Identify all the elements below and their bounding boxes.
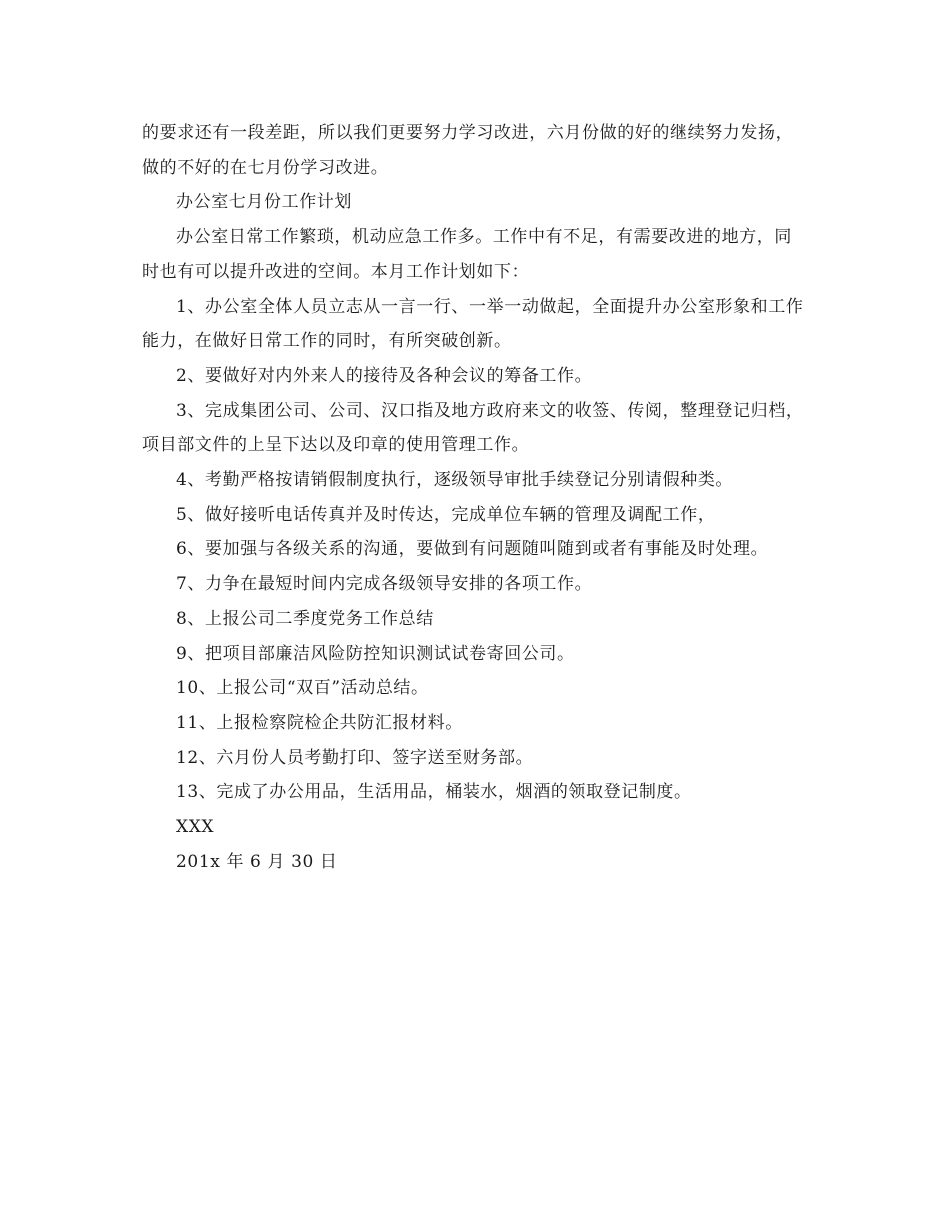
paragraph-continuation: 的要求还有一段差距，所以我们更要努力学习改进，六月份做的好的继续努力发扬，做的不好的在七月份学习改进。 <box>142 123 794 178</box>
section-heading: 办公室七月份工作计划 <box>176 192 352 213</box>
plan-item-9: 9、把项目部廉洁风险防控知识测试试卷寄回公司。 <box>176 643 575 664</box>
plan-item-13: 13、完成了办公用品，生活用品，桶装水，烟酒的领取登记制度。 <box>176 782 692 803</box>
plan-item-12: 12、六月份人员考勤打印、签字送至财务部。 <box>176 747 534 768</box>
plan-item-11: 11、上报检察院检企共防汇报材料。 <box>176 712 463 733</box>
document-body <box>142 116 807 879</box>
signature-name: XXX <box>176 817 215 838</box>
plan-item-1: 1、办公室全体人员立志从一言一行、一举一动做起，全面提升办公室形象和工作能力，在做好日常工作的同时，有所突破创新。 <box>142 296 804 352</box>
plan-item-8: 8、上报公司二季度党务工作总结 <box>176 608 434 629</box>
plan-item-10: 10、上报公司“双百”活动总结。 <box>176 678 429 699</box>
intro-paragraph: 办公室日常工作繁琐，机动应急工作多。工作中有不足，有需要改进的地方，同时也有可以提升改进的空间。本月工作计划如下： <box>142 227 792 282</box>
plan-item-3: 3、完成集团公司、公司、汉口指及地方政府来文的收签、传阅，整理登记归档，项目部文件的上呈下达以及印章的使用管理工作。 <box>142 400 804 456</box>
plan-item-7: 7、力争在最短时间内完成各级领导安排的各项工作。 <box>176 574 593 595</box>
plan-item-5: 5、做好接听电话传真并及时传达，完成单位车辆的管理及调配工作， <box>176 504 716 525</box>
plan-item-6: 6、要加强与各级关系的沟通，要做到有问题随叫随到或者有事能及时处理。 <box>176 539 769 560</box>
plan-item-2: 2、要做好对内外来人的接待及各种会议的筹备工作。 <box>176 365 593 386</box>
plan-item-4: 4、考勤严格按请销假制度执行，逐级领导审批手续登记分别请假种类。 <box>176 470 734 491</box>
signature-date: 201x 年 6 月 30 日 <box>176 851 338 872</box>
